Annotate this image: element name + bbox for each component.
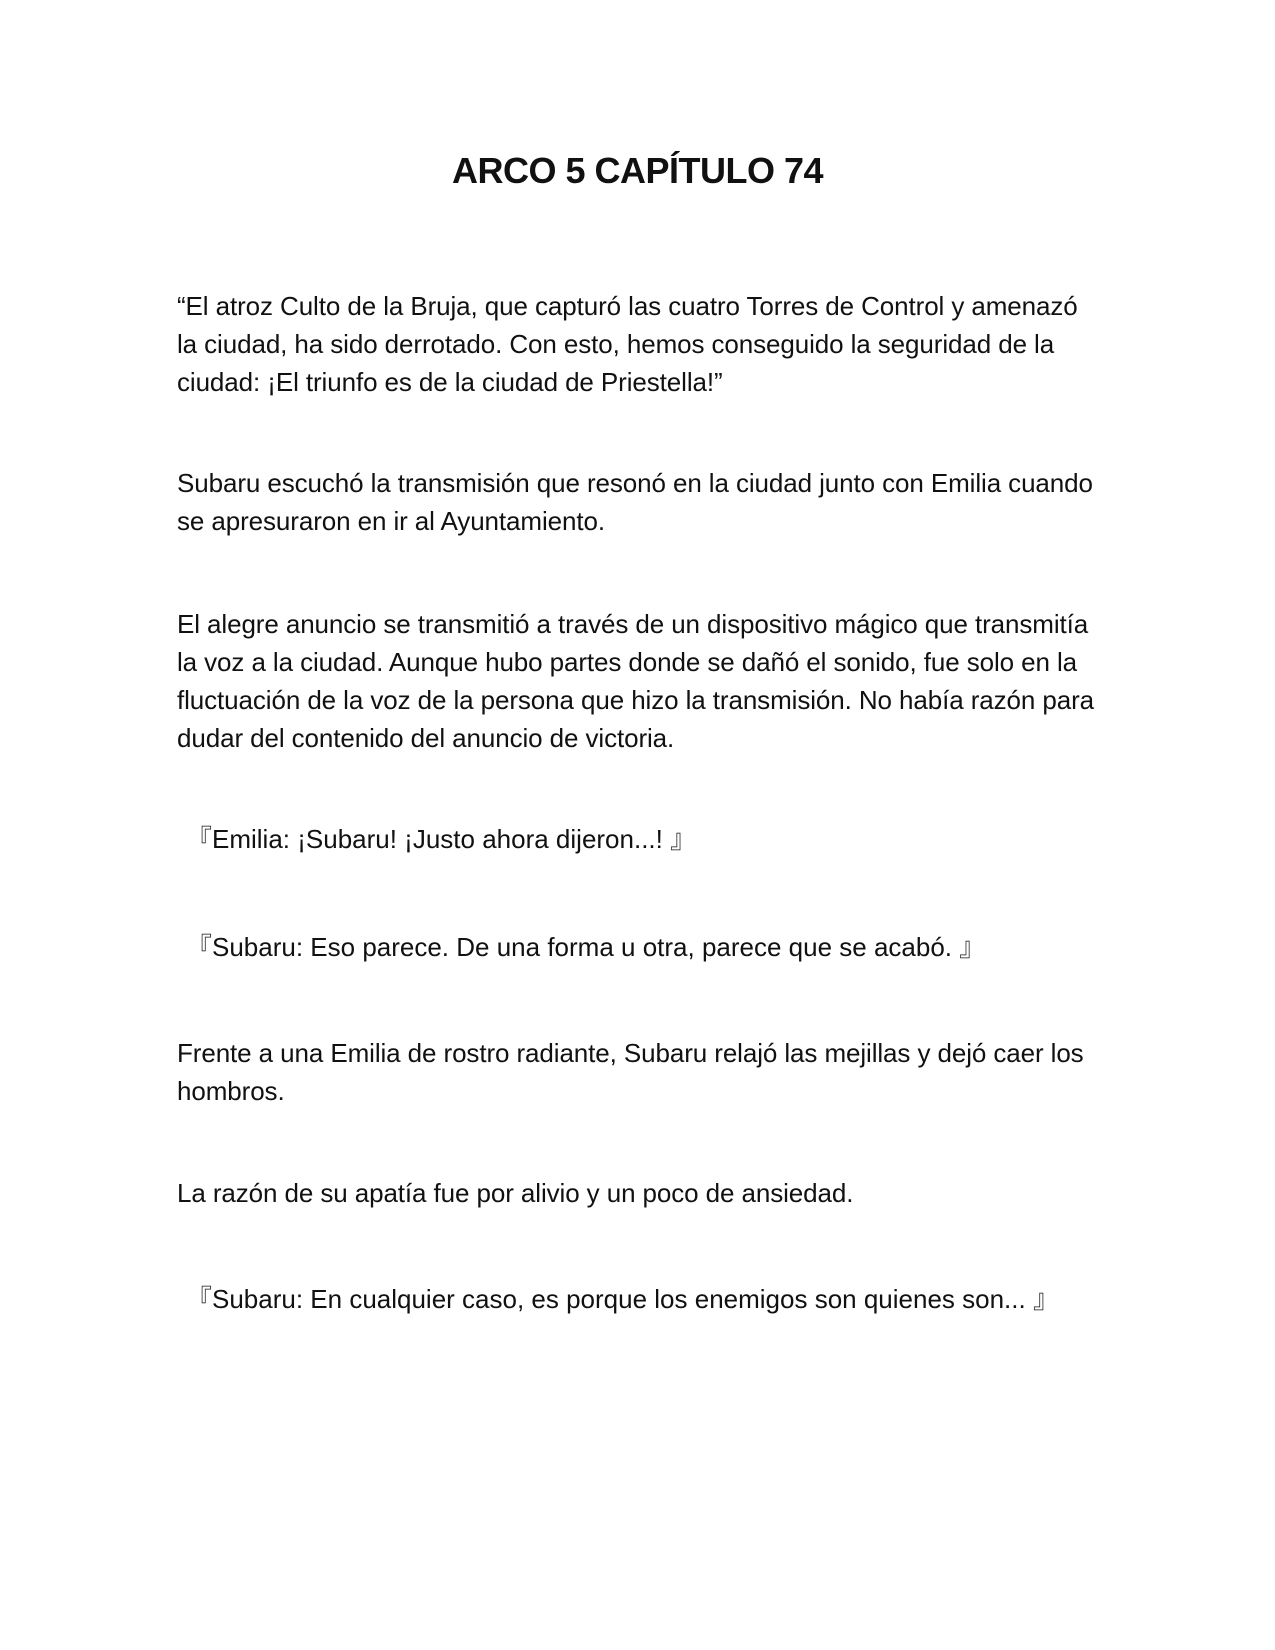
dialogue-subaru-1: 『Subaru: Eso parece. De una forma u otra, parece que se acabó. 』 bbox=[186, 932, 986, 962]
paragraph-announcement: El alegre anuncio se transmitió a través de un dispositivo mágico que transmitía la voz a la ciudad. Aunque hubo partes donde se dañó el sonido, fue solo en la fluctuación de la voz de la persona que hizo la transmisión. No había razón para dudar del contenido del anuncio de victoria. bbox=[177, 609, 1095, 753]
paragraph-subaru-listened: Subaru escuchó la transmisión que resonó en la ciudad junto con Emilia cuando se apresuraron en ir al Ayuntamiento. bbox=[177, 468, 1093, 536]
chapter-title: ARCO 5 CAPÍTULO 74 bbox=[451, 150, 824, 191]
paragraph-broadcast-quote: “El atroz Culto de la Bruja, que capturó las cuatro Torres de Control y amenazó la ciudad, ha sido derrotado. Con esto, hemos conseguido la seguridad de la ciudad: ¡El triunfo es de la ciudad de Priestella!” bbox=[177, 291, 1078, 397]
dialogue-subaru-2: 『Subaru: En cualquier caso, es porque los enemigos son quienes son... 』 bbox=[186, 1284, 1059, 1314]
paragraph-emilia-radiant: Frente a una Emilia de rostro radiante, Subaru relajó las mejillas y dejó caer los hombros. bbox=[177, 1038, 1084, 1106]
paragraph-apathy: La razón de su apatía fue por alivio y un poco de ansiedad. bbox=[177, 1178, 854, 1208]
dialogue-emilia: 『Emilia: ¡Subaru! ¡Justo ahora dijeron...! 』 bbox=[186, 824, 697, 854]
